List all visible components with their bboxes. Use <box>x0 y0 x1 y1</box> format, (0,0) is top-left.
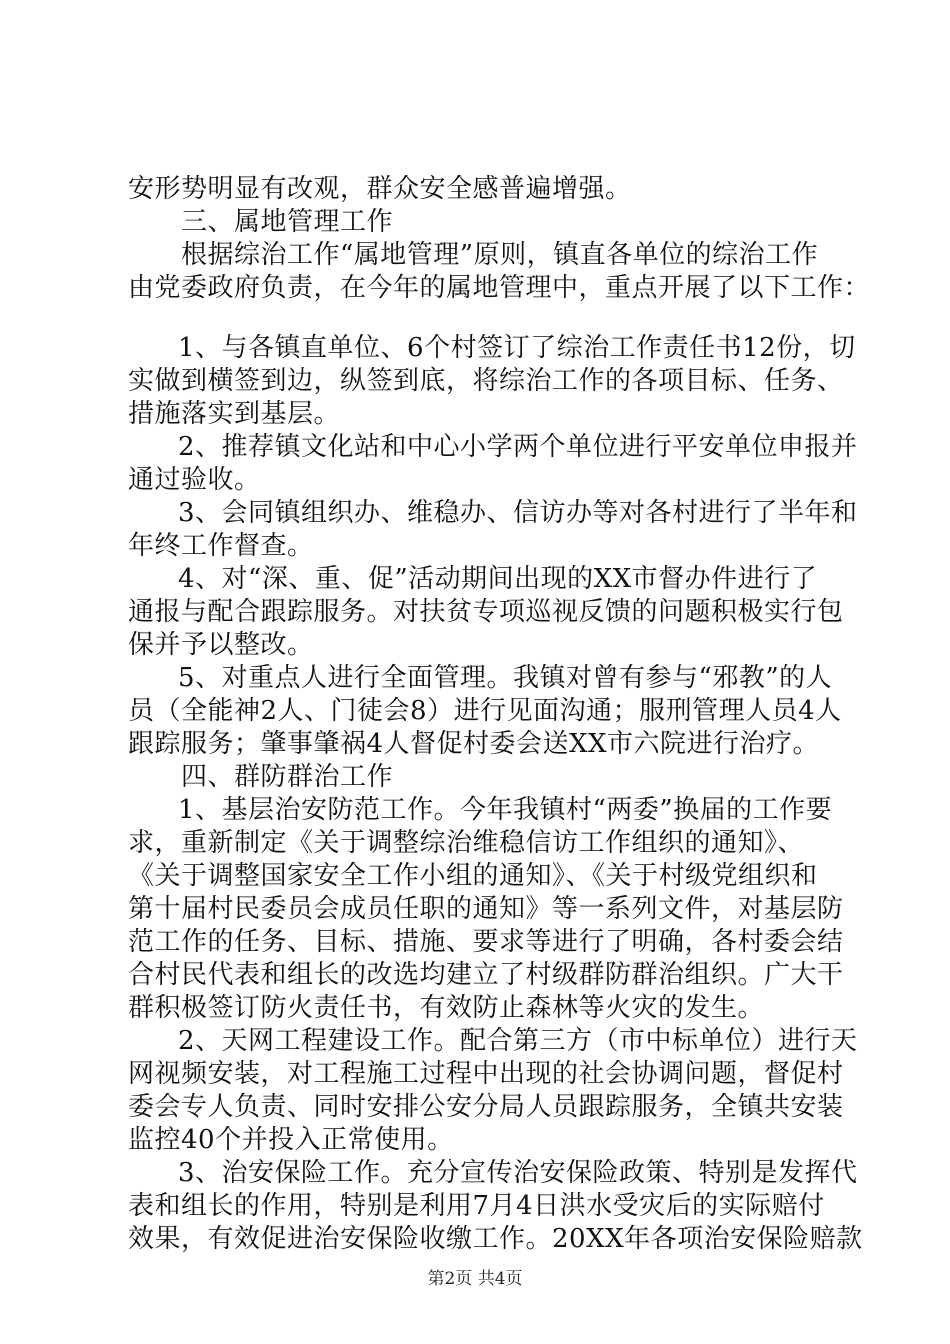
text-line: 措施落实到基层。 <box>128 399 341 429</box>
text-line: 监控40个并投入正常使用。 <box>128 1125 454 1155</box>
text-line: 2、天网工程建设工作。配合第三方（市中标单位）进行天 <box>178 1026 858 1056</box>
text-line: 网视频安装，对工程施工过程中出现的社会协调问题，督促村 <box>128 1059 844 1089</box>
text-line: 年终工作督查。 <box>128 531 314 561</box>
text-line: 1、与各镇直单位、6个村签订了综治工作责任书12份，切 <box>178 333 856 363</box>
text-line: 范工作的任务、目标、措施、要求等进行了明确，各村委会结 <box>128 927 844 957</box>
text-line: 第十届村民委员会成员任职的通知》等一系列文件，对基层防 <box>128 894 844 924</box>
text-line: 3、会同镇组织办、维稳办、信访办等对各村进行了半年和 <box>178 498 858 528</box>
text-line: 效果，有效促进治安保险收缴工作。20XX年各项治安保险赔款 <box>128 1224 863 1254</box>
text-line: 员（全能神2人、门徒会8）进行见面沟通；服刑管理人员4人 <box>128 696 842 726</box>
text-line: 通报与配合跟踪服务。对扶贫专项巡视反馈的问题积极实行包 <box>128 597 844 627</box>
section-heading: 三、属地管理工作 <box>181 207 394 237</box>
text-line: 4、对“深、重、促”活动期间出现的XX市督办件进行了 <box>178 564 818 594</box>
text-line: 表和组长的作用，特别是利用7月4日洪水受灾后的实际赔付 <box>128 1191 825 1221</box>
text-line: 根据综治工作“属地管理”原则，镇直各单位的综治工作 <box>181 240 819 270</box>
text-line: 通过验收。 <box>128 465 261 495</box>
text-line: 群积极签订防火责任书，有效防止森林等火灾的发生。 <box>128 993 765 1023</box>
section-heading: 四、群防群治工作 <box>181 762 394 792</box>
page-number-footer: 第2页 共4页 <box>427 1269 523 1289</box>
text-line: 保并予以整改。 <box>128 630 314 660</box>
text-line: 跟踪服务；肇事肇祸4人督促村委会送XX市六院进行治疗。 <box>128 729 820 759</box>
text-line: 3、治安保险工作。充分宣传治安保险政策、特别是发挥代 <box>178 1158 858 1188</box>
text-line: 2、推荐镇文化站和中心小学两个单位进行平安单位申报并 <box>178 432 858 462</box>
text-line: 实做到横签到边，纵签到底，将综治工作的各项目标、任务、 <box>128 366 844 396</box>
text-line: 由党委政府负责，在今年的属地管理中，重点开展了以下工作： <box>128 273 871 303</box>
text-line: 《关于调整国家安全工作小组的通知》、《关于村级党组织和 <box>128 861 818 891</box>
text-line: 求，重新制定《关于调整综治维稳信访工作组织的通知》、 <box>128 828 805 858</box>
text-line: 1、基层治安防范工作。今年我镇村“两委”换届的工作要 <box>178 795 833 825</box>
text-line: 合村民代表和组长的改选均建立了村级群防群治组织。广大干 <box>128 960 844 990</box>
text-line: 5、对重点人进行全面管理。我镇对曾有参与“邪教”的人 <box>178 663 833 693</box>
text-line: 安形势明显有改观，群众安全感普遍增强。 <box>128 174 632 204</box>
text-line: 委会专人负责、同时安排公安分局人员跟踪服务，全镇共安装 <box>128 1092 844 1122</box>
